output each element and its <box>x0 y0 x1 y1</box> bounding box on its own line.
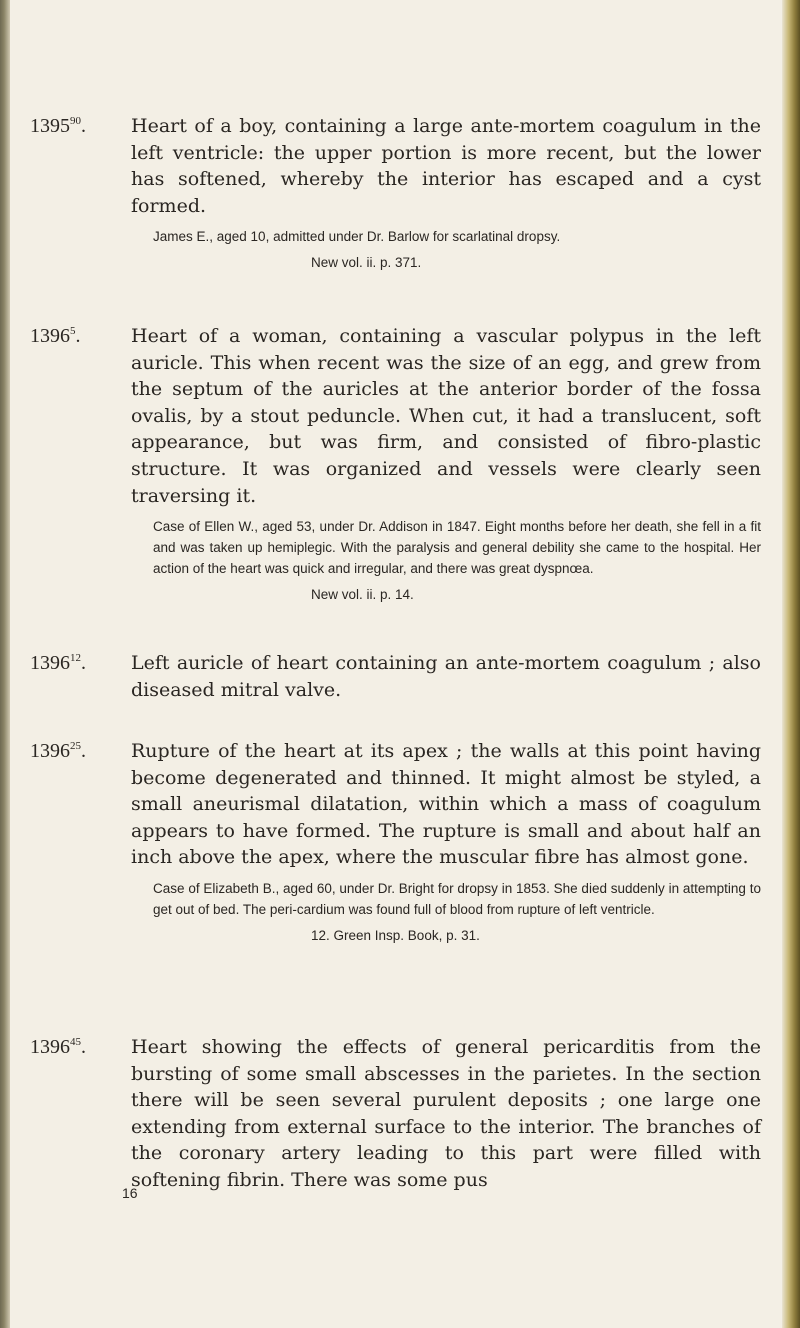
entry-description: Heart showing the effects of general pericarditis from the bursting of some small abscesses in the parietes. In the section there will be seen several purulent deposits ; one large one extending from external surface to the interior. The branches of the coronary artery leading to this part were filled with softening fibrin. There was some pus <box>131 1036 761 1191</box>
entry-description: Left auricle of heart containing an ante-mortem coagulum ; also diseased mitral valve. <box>131 652 761 701</box>
entry-1396-25 <box>30 738 761 946</box>
entry-number: 1396$^5$. <box>30 325 81 347</box>
case-reference: New vol. ii. p. 371. <box>311 255 422 271</box>
case-reference: 12. Green Insp. Book, p. 31. <box>311 927 480 943</box>
entry-number: 1396$^{12}$. <box>30 652 86 674</box>
entry-1396-5 <box>30 323 761 605</box>
case-note: James E., aged 10, admitted under Dr. Barlow for scarlatinal dropsy. <box>153 229 561 245</box>
entry-description: Rupture of the heart at its apex ; the walls at this point having become degenerated and thinned. It might almost be styled, a small aneurismal dilatation, within which a mass of coagulum appears to have formed. The rupture is small and about half an inch above the apex, where the muscular fibre has almost gone. <box>131 740 761 869</box>
page-number: 16 <box>122 1185 138 1201</box>
case-note: Case of Ellen W., aged 53, under Dr. Addison in 1847. Eight months before her death, she fell in a fit and was taken up hemiplegic. With the paralysis and general debility she came to the hospital. Her action of the heart was quick and irregular, and there was great dyspnœa. <box>153 519 761 577</box>
entry-number: 1396$^{25}$. <box>30 740 86 762</box>
entry-number: 1396$^{45}$. <box>30 1036 86 1058</box>
entry-number: 1395$^{90}$. <box>30 115 86 137</box>
entry-1395-90 <box>30 113 761 273</box>
entry-1396-12 <box>30 650 761 703</box>
case-note: Case of Elizabeth B., aged 60, under Dr. Bright for dropsy in 1853. She died suddenly in attempting to get out of bed. The peri-cardium was found full of blood from rupture of left ventricle. <box>153 880 761 917</box>
entry-description: Heart of a boy, containing a large ante-mortem coagulum in the left ventricle: the upper portion is more recent, but the lower has softened, whereby the interior has escaped and a cyst formed. <box>131 115 761 217</box>
entry-description: Heart of a woman, containing a vascular polypus in the left auricle. This when recent was the size of an egg, and grew from the septum of the auricles at the anterior border of the fossa ovalis, by a stout peduncle. When cut, it had a translucent, soft appearance, but was firm, and consisted of fibro-plastic structure. It was organized and vessels were clearly seen traversing it. <box>131 325 761 507</box>
case-reference: New vol. ii. p. 14. <box>311 587 414 603</box>
